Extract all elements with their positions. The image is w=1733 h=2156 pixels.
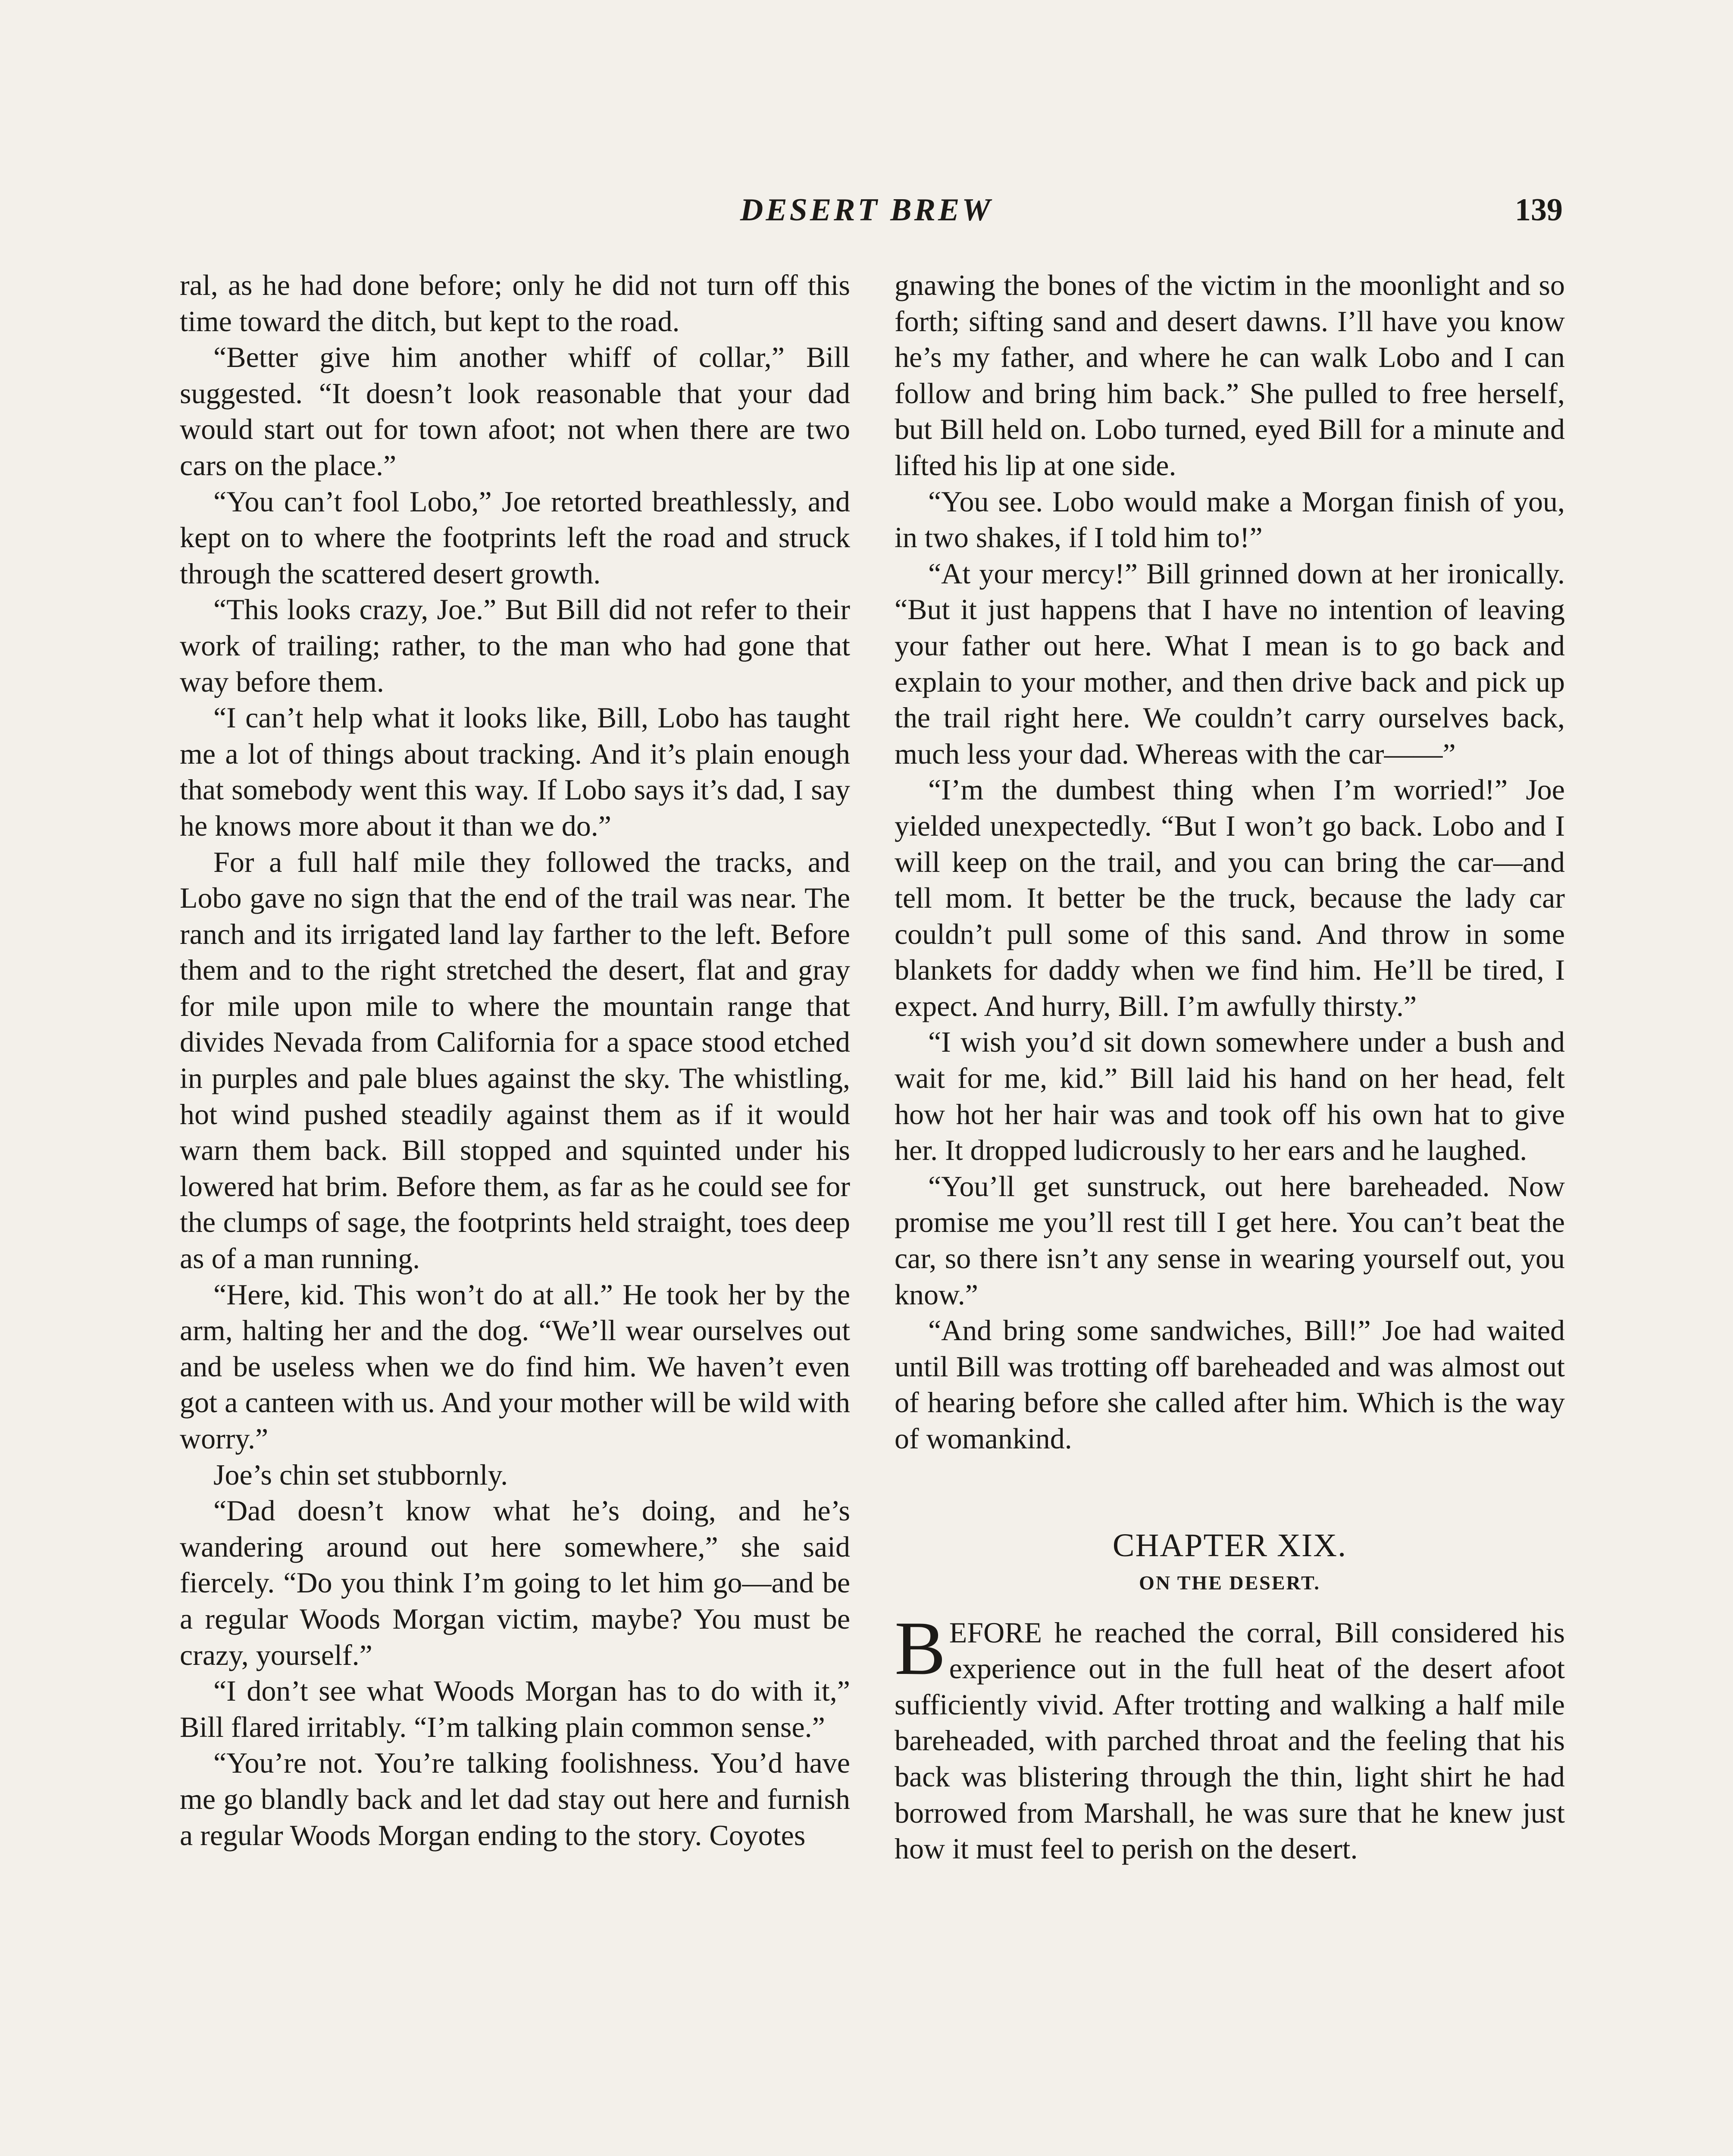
paragraph: “You’re not. You’re talking foolishness. You’d have me go blandly back and let dad stay out here and furnish a regular Woods Morgan ending to the story. Coyotes xyxy=(180,1746,850,1852)
chapter-heading: CHAPTER XIX. xyxy=(1112,1527,1347,1564)
drop-cap: B xyxy=(895,1605,946,1691)
paragraph: “Dad doesn’t know what he’s doing, and he’s wandering around out here somewhere,” she said fiercely. “Do you think I’m going to let him go—and be a regular Woods Morgan victim, maybe? You must be crazy, yourself.” xyxy=(180,1494,850,1671)
paragraph: gnawing the bones of the victim in the moonlight and so forth; sifting sand and desert dawns. I’ll have you know he’s my father, and where he can walk Lobo and I can follow and bring him back.” She pulled to free herself, but Bill held on. Lobo turned, eyed Bill for a minute and lifted his lip at one side. xyxy=(895,269,1565,482)
page-number: 139 xyxy=(1515,192,1563,228)
paragraph: ral, as he had done before; only he did not turn off this time toward the ditch, but kept to the road. xyxy=(180,269,850,338)
chapter-first-paragraph xyxy=(895,1605,1565,1867)
paragraph: “At your mercy!” Bill grinned down at her ironically. “But it just happens that I have no intention of leaving your father out here. What I mean is to go back and explain to your mother, and then drive back and pick up the trail right here. We couldn’t carry ourselves back, much less your dad. Whereas with the car——” xyxy=(895,557,1565,770)
paragraph: “Here, kid. This won’t do at all.” He took her by the arm, halting her and the dog. “We’ll wear ourselves out and be useless when we do find him. We haven’t even got a canteen with us. And your mother will be wild with worry.” xyxy=(180,1278,850,1455)
left-text-column xyxy=(180,267,850,2156)
chapter-subtitle: ON THE DESERT. xyxy=(1139,1571,1320,1594)
paragraph: “This looks crazy, Joe.” But Bill did not refer to their work of trailing; rather, to the man who had gone that way before them. xyxy=(180,593,850,698)
right-text-column xyxy=(895,267,1565,2156)
paragraph: “You can’t fool Lobo,” Joe retorted breathlessly, and kept on to where the footprints left the road and struck through the scattered desert growth. xyxy=(180,485,850,590)
paragraph: “You’ll get sunstruck, out here bareheaded. Now promise me you’ll rest till I get here. You can’t beat the car, so there isn’t any sense in wearing yourself out, you know.” xyxy=(895,1169,1565,1311)
paragraph: “And bring some sandwiches, Bill!” Joe had waited until Bill was trotting off bareheaded and was almost out of hearing before she called after him. Which is the way of womankind. xyxy=(895,1314,1565,1455)
paragraph: “I don’t see what Woods Morgan has to do with it,” Bill flared irritably. “I’m talking plain common sense.” xyxy=(180,1674,850,1743)
paragraph: “I’m the dumbest thing when I’m worried!” Joe yielded unexpectedly. “But I won’t go back. Lobo and I will keep on the trail, and you can bring the car—and tell mom. It better be the truck, because the lady car couldn’t pull some of this sand. And throw in some blankets for daddy when we find him. He’ll be tired, I expect. And hurry, Bill. I’m awfully thirsty.” xyxy=(895,773,1565,1022)
running-title: DESERT BREW xyxy=(740,192,993,228)
paragraph: “I wish you’d sit down somewhere under a bush and wait for me, kid.” Bill laid his hand on her head, felt how hot her hair was and took off his own hat to give her. It dropped ludicrously to her ears and he laughed. xyxy=(895,1025,1565,1167)
page-header xyxy=(0,192,1733,231)
paragraph: “You see. Lobo would make a Morgan finish of you, in two shakes, if I told him to!” xyxy=(895,485,1565,554)
paragraph: Joe’s chin set stubbornly. xyxy=(213,1458,508,1491)
paragraph: “I can’t help what it looks like, Bill, Lobo has taught me a lot of things about tracking. And it’s plain enough that somebody went this way. If Lobo says it’s dad, I say he knows more about it than we do.” xyxy=(180,701,850,842)
chapter-opening-text: EFORE he reached the corral, Bill considered his experience out in the full heat of the desert afoot sufficiently vivid. After trotting and walking a half mile bareheaded, with parched throat and the feeling that his back was blistering through the thin, light shirt he had borrowed from Marshall, he was sure that he knew just how it must feel to perish on the desert. xyxy=(895,1616,1565,1865)
paragraph: For a full half mile they followed the tracks, and Lobo gave no sign that the end of the trail was near. The ranch and its irrigated land lay farther to the left. Before them and to the right stretched the desert, flat and gray for mile upon mile to where the mountain range that divides Nevada from California for a space stood etched in purples and pale blues against the sky. The whistling, hot wind pushed steadily against them as if it would warn them back. Bill stopped and squinted under his lowered hat brim. Before them, as far as he could see for the clumps of sage, the footprints held straight, toes deep as of a man running. xyxy=(180,845,850,1275)
paragraph: “Better give him another whiff of collar,” Bill suggested. “It doesn’t look reasonable that your dad would start out for town afoot; not when there are two cars on the place.” xyxy=(180,341,850,482)
